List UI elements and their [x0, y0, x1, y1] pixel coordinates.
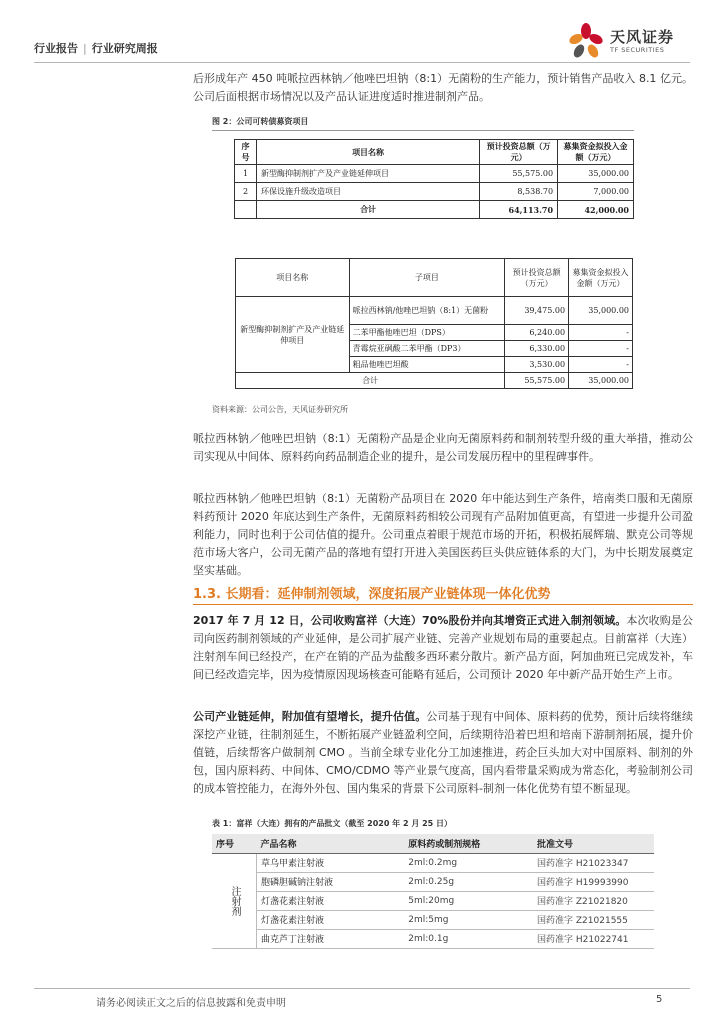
- header-cell: 项目名称: [256, 140, 479, 165]
- table-cell: 哌拉西林钠/他唑巴坦钠（8:1）无菌粉: [349, 297, 505, 325]
- table-total-row: [235, 201, 634, 219]
- header-cell: 序号: [235, 140, 257, 165]
- table-row: [212, 910, 654, 929]
- table-total-row: [236, 373, 633, 389]
- caption-divider: [212, 130, 634, 131]
- figure-source: 资料来源：公司公告，天风证券研究所: [212, 405, 348, 414]
- table-caption: 表 1：富祥（大连）拥有的产品批文（截至 2020 年 2 月 25 日）: [212, 819, 453, 828]
- table-cell: 国药准字 Z21021555: [533, 910, 654, 929]
- table-cell: 2ml:0.1g: [404, 929, 533, 948]
- page-number: 5: [656, 994, 663, 1005]
- table-cell: -: [569, 357, 633, 373]
- table-cell: 曲克芦丁注射液: [257, 929, 405, 948]
- report-subtype: 行业研究周报: [91, 42, 158, 55]
- project-name-cell: 新型酶抑制剂扩产及产业链延伸项目: [236, 297, 350, 373]
- table-row: [235, 183, 634, 201]
- table-cell: 新型酶抑制剂扩产及产业链延伸项目: [256, 165, 479, 183]
- table-cell: -: [569, 325, 633, 341]
- header-cell: 预计投资总额（万元）: [505, 259, 569, 297]
- table-cell: 8,538.70: [480, 183, 558, 201]
- total-invest: 55,575.00: [505, 373, 569, 389]
- header-separator: |: [83, 42, 87, 55]
- table-cell: 35,000.00: [569, 297, 633, 325]
- paragraph-lead: 公司产业链延伸，附加值有望增长，提升估值。: [193, 710, 427, 723]
- total-label: 合计: [256, 201, 479, 219]
- table-cell: 胞磷胆碱钠注射液: [257, 872, 405, 891]
- table-cell: 2ml:0.25g: [404, 872, 533, 891]
- table-cell: 55,575.00: [480, 165, 558, 183]
- report-header: [34, 40, 158, 56]
- header-cell: 子项目: [349, 259, 505, 297]
- body-paragraph-2: 哌拉西林钠／他唑巴坦钠（8:1）无菌粉产品项目在 2020 年中能达到生产条件，培南类口服和无菌原料药预计 2020 年底达到生产条件，无菌原料药相较公司现有产品附加值更高，有望进一步提升公司盈利能力，同时也利于公司估值的提升。公司重点着眼于规范市场的开拓，积极拓展辉瑞、默克公司等规范市场大客户，公司无菌产品的落地有望打开进入美国医药巨头供应链体系的大门，为中长期发展奠定坚实基础。: [193, 492, 693, 577]
- table-cell: 环保设施升级改造项目: [256, 183, 479, 201]
- table-cell: 6,330.00: [505, 341, 569, 357]
- table-row: [235, 165, 634, 183]
- header-cell: 批准文号: [533, 834, 654, 853]
- table-cell: 3,530.00: [505, 357, 569, 373]
- table-cell: 国药准字 H21022741: [533, 929, 654, 948]
- table-header-row: [235, 140, 634, 165]
- table-header-row: [212, 834, 654, 853]
- convertible-bond-projects-table: [234, 139, 634, 219]
- table-cell: 二苯甲酯他唑巴坦（DPS）: [349, 325, 505, 341]
- table-cell: 国药准字 H21023347: [533, 853, 654, 872]
- table-cell: -: [569, 341, 633, 357]
- header-cell: 序号: [212, 834, 257, 853]
- table-cell: 39,475.00: [505, 297, 569, 325]
- company-logo: [568, 22, 698, 62]
- table-cell: 国药准字 Z21021820: [533, 891, 654, 910]
- logo-flower-icon: [568, 22, 604, 60]
- table-row: [236, 297, 633, 325]
- footer-disclaimer: 请务必阅读正文之后的信息披露和免责申明: [96, 998, 286, 1009]
- total-label: 合计: [236, 373, 505, 389]
- section-divider: [193, 604, 693, 605]
- report-type: 行业报告: [34, 42, 78, 55]
- table-row: [212, 853, 654, 872]
- table-cell: 35,000.00: [558, 165, 634, 183]
- footer-divider: [34, 988, 690, 989]
- header-cell: 项目名称: [236, 259, 350, 297]
- header-cell: 产品名称: [257, 834, 405, 853]
- product-approvals-table: [212, 834, 654, 949]
- table-cell: 5ml:20mg: [404, 891, 533, 910]
- logo-name-cn: 天风证券: [610, 28, 675, 46]
- table-header-row: [236, 259, 633, 297]
- table-cell: 灯盏花素注射液: [257, 891, 405, 910]
- table-cell: 6,240.00: [505, 325, 569, 341]
- table-cell: 国药准字 H19993990: [533, 872, 654, 891]
- table-cell: 7,000.00: [558, 183, 634, 201]
- paragraph-body: 本次收购是公司向医药制剂领域的产业延伸，是公司扩展产业链、完善产业规划布局的重要起点。目前富祥（大连）注射剂车间已经投产，在产在销的产品为盐酸多西环素分散片。新产品方面，阿加曲班已完成发补，车间已经改造完毕，因为疫情原因现场核查可能略有延后，公司预计 2020 年中新产品开始生产上市。: [193, 614, 693, 681]
- table-cell: 灯盏花素注射液: [257, 910, 405, 929]
- paragraph-body: 公司基于现有中间体、原料药的优势，预计后续将继续深挖产业链，往制剂延生，不断拓展产业链盈利空间，后续期待沿着巴坦和培南下游制剂拓展，提升价值链，后续帮客户做制剂 CMO 。当前全球专业化分工加速推进，药企巨头加大对中国原料、制剂的外包，国内原料药、中间体、CMO/CDMO 等产业景气度高，国内看带量采购成为常态化，考验制剂公司的成本管控能力，在海外外包、国内集采的背景下公司原料-制剂一体化优势有望不断显现。: [193, 710, 694, 795]
- table-row: [212, 929, 654, 948]
- table-row: [212, 891, 654, 910]
- table-cell: 2ml:5mg: [404, 910, 533, 929]
- header-divider: [34, 62, 690, 63]
- category-cell: 注射剂: [212, 853, 257, 948]
- table-cell: 草乌甲素注射液: [257, 853, 405, 872]
- table-cell: 青霉烷亚砜酸二苯甲酯（DP3）: [349, 341, 505, 357]
- intro-paragraph: 后形成年产 450 吨哌拉西林钠／他唑巴坦钠（8:1）无菌粉的生产能力，预计销售产品收入 8.1 亿元。公司后面根据市场情况以及产品认证进度适时推进制剂产品。: [193, 72, 693, 103]
- paragraph-lead: 2017 年 7 月 12 日，公司收购富祥（大连）70%股份并向其增资正式进入制剂领域。: [193, 614, 627, 627]
- logo-name-en: TF SECURITIES: [610, 46, 665, 54]
- total-raise: 42,000.00: [558, 201, 634, 219]
- header-cell: 预计投资总额（万元）: [480, 140, 558, 165]
- total-raise: 35,000.00: [569, 373, 633, 389]
- table-cell: 1: [235, 165, 257, 183]
- header-cell: 募集资金拟投入金额（万元）: [558, 140, 634, 165]
- section-heading: 1.3. 长期看：延伸制剂领域，深度拓展产业链体现一体化优势: [193, 587, 551, 602]
- total-invest: 64,113.70: [480, 201, 558, 219]
- header-cell: 原料药或制剂规格: [404, 834, 533, 853]
- header-cell: 募集资金拟投入金额（万元）: [569, 259, 633, 297]
- table-cell: [235, 201, 257, 219]
- body-paragraph-3: [193, 612, 693, 684]
- table-row: [212, 872, 654, 891]
- table-cell: 粗品他唑巴坦酸: [349, 357, 505, 373]
- body-paragraph-1: 哌拉西林钠／他唑巴坦钠（8:1）无菌粉产品是企业向无菌原料药和制剂转型升级的重大举措，推动公司实现从中间体、原料药向药品制造企业的提升，是公司发展历程中的里程碑事件。: [193, 432, 693, 463]
- sub-projects-table: [235, 258, 633, 389]
- body-paragraph-4: [193, 708, 693, 798]
- figure-caption: 图 2：公司可转债募资项目: [212, 117, 309, 126]
- table-cell: 2: [235, 183, 257, 201]
- table-cell: 2ml:0.2mg: [404, 853, 533, 872]
